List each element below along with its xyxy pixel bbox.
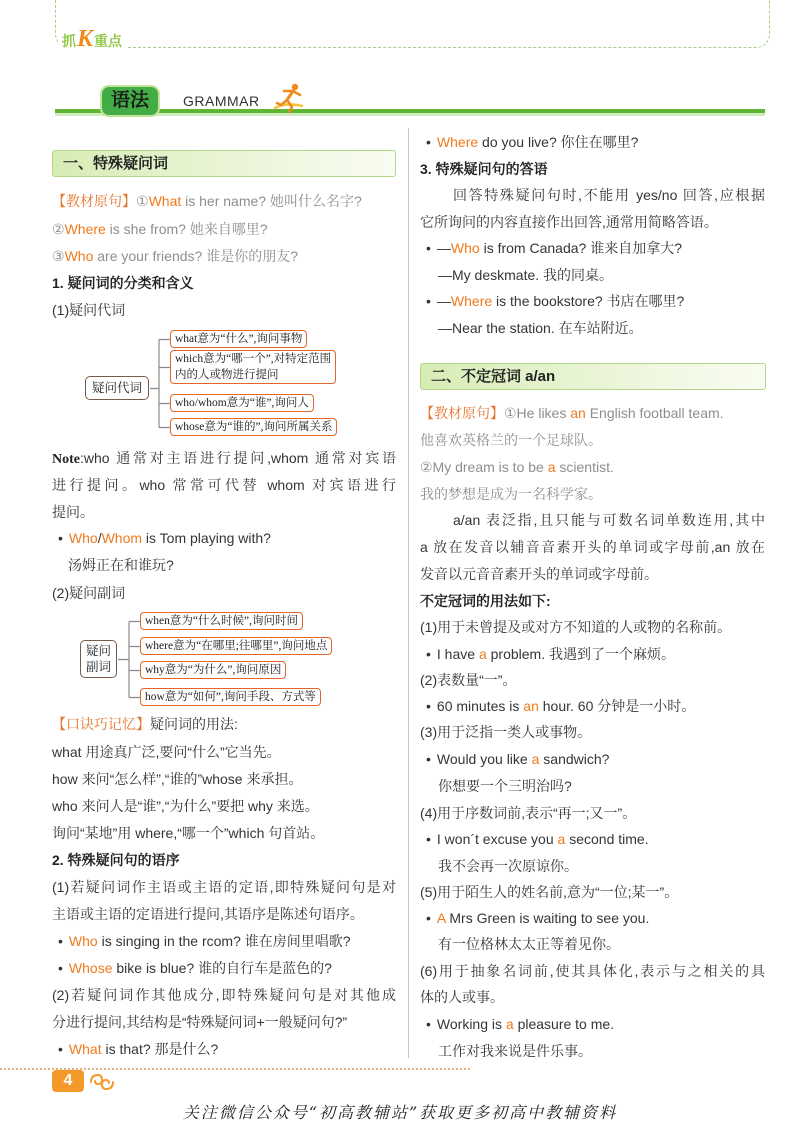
sentence-text: is her name? 她叫什么名字?: [181, 193, 362, 209]
article-source-2: [420, 457, 614, 477]
usage-2-rule: (2)表数量“一”。: [420, 672, 517, 688]
usage-6-example: [426, 1014, 614, 1034]
usage-5-translation: 有一位格林太太正等着见你。: [438, 936, 620, 952]
sentence-text: are your friends? 谁是你的朋友?: [93, 248, 298, 264]
sentence-text: Mrs Green is waiting to see you.: [445, 910, 650, 926]
explanation-line-2: a 放在发音以辅音音素开头的单词或字母前,an 放在: [420, 539, 765, 555]
sentence-text: hour. 60 分钟是一小时。: [538, 698, 696, 714]
keyword: A: [436, 910, 446, 926]
keyword: a: [478, 646, 487, 662]
sentence-text: problem. 我遇到了一个麻烦。: [486, 646, 675, 662]
adverb-branch-how: how意为“如何”,询问手段、方式等: [140, 688, 321, 706]
sentence-text: do you live? 你住在哪里?: [478, 134, 639, 150]
mnemonic-title: [52, 714, 238, 734]
keyword: a: [557, 831, 566, 847]
keyword: an: [570, 405, 586, 421]
sentence-text: is that? 那是什么?: [101, 1041, 219, 1057]
sentence-text: English football team.: [585, 405, 724, 421]
logo-letter-k: K: [77, 26, 94, 52]
note-line-3: 提问。: [52, 504, 94, 520]
sentence-text: sandwich?: [539, 751, 610, 767]
answer-rule-line-1: 回答特殊疑问句时,不能用 yes/no 回答,应根据: [453, 187, 765, 203]
sentence-number: ③: [52, 248, 65, 264]
grammar-title: 语法: [110, 90, 149, 111]
sentence-text: Would you like: [436, 751, 532, 767]
page-ornament-icon: [88, 1072, 116, 1092]
adverb-branch-when: when意为“什么时候”,询问时间: [140, 612, 303, 630]
keyword: Who: [64, 248, 94, 264]
keyword: Where: [450, 293, 493, 309]
usage-5-rule: (5)用于陌生人的姓名前,意为“一位;某一”。: [420, 884, 679, 900]
dash: —: [436, 293, 451, 309]
note-label: Note: [52, 452, 80, 467]
pronoun-branch-which: [170, 350, 336, 384]
usage-2-example: [426, 696, 695, 716]
grammar-title-box: [100, 85, 160, 117]
section-header-wh-words: 一、特殊疑问词: [52, 150, 396, 177]
example-who-whom: [58, 528, 271, 548]
sentence-text: second time.: [565, 831, 649, 847]
example-who-whom-translation: 汤姆正在和谁玩?: [68, 557, 174, 573]
subheading-adverbs: (2)疑问副词: [52, 585, 126, 601]
sentence-text: 60 minutes is: [436, 698, 524, 714]
mnemonic-line-1: what 用途真广泛,要问“什么”它当先。: [52, 744, 281, 760]
grammar-subtitle: GRAMMAR: [183, 93, 260, 109]
adverb-diagram-root: [80, 640, 117, 678]
example-what-is-that: [58, 1039, 218, 1059]
mnemonic-line-4: 询问“某地”用 where,“哪一个”which 句首站。: [52, 825, 325, 841]
branch-line: 内的人或物进行提问: [175, 369, 279, 381]
example-whose-bike: [58, 958, 332, 978]
sentence-text: scientist.: [555, 459, 614, 475]
note-line-1: [52, 448, 396, 470]
article-source-1: [420, 403, 724, 423]
usage-5-example: [426, 908, 649, 928]
pronoun-branch-whose: whose意为“谁的”,询问所属关系: [170, 418, 337, 436]
mnemonic-line-3: who 来问人是“谁”,“为什么”要把 why 来选。: [52, 798, 319, 814]
mnemonic-heading: 疑问词的用法:: [150, 716, 238, 732]
sentence-text: pleasure to me.: [513, 1016, 615, 1032]
example-who-singing: [58, 931, 351, 951]
adverb-diagram-connector: [118, 612, 140, 704]
adverb-branch-why: why意为“为什么”,询问原因: [140, 661, 286, 679]
usage-6-rule-line-2: 体的人或事。: [420, 989, 504, 1005]
heading-word-order: 2. 特殊疑问句的语序: [52, 852, 180, 868]
keyword: Where: [436, 134, 479, 150]
keyword: Whose: [68, 960, 113, 976]
sentence-text: is she from? 她来自哪里?: [105, 221, 268, 237]
sentence-text: I won´t excuse you: [436, 831, 558, 847]
note-line-2: 进行提问。who 常常可代替 whom 对宾语进行: [52, 477, 396, 493]
keyword: Whom: [101, 530, 143, 546]
usage-4-example: [426, 829, 649, 849]
source-label: 【教材原句】: [52, 193, 136, 209]
explanation-line-1: a/an 表泛指,且只能与可数名词单数连用,其中: [453, 512, 765, 528]
sentence-number: ②: [52, 221, 65, 237]
sentence-text: ①He likes: [504, 405, 571, 421]
keyword: an: [523, 698, 539, 714]
usage-6-translation: 工作对我来说是件乐事。: [438, 1043, 592, 1059]
sentence-number: ①: [136, 193, 149, 209]
usage-4-rule: (4)用于序数词前,表示“再一;又一”。: [420, 805, 637, 821]
rule-1-line-1: (1)若疑问词作主语或主语的定语,即特殊疑问句是对: [52, 879, 396, 895]
section-header-articles: 二、不定冠词 a/an: [420, 363, 766, 390]
usage-3-translation: 你想要一个三明治吗?: [438, 778, 572, 794]
heading-classification: 1. 疑问词的分类和含义: [52, 275, 194, 291]
pronoun-branch-who-whom: who/whom意为“谁”,询问人: [170, 394, 314, 412]
sentence-text: is Tom playing with?: [142, 530, 271, 546]
heading-answers: 3. 特殊疑问句的答语: [420, 161, 548, 177]
source-sentence-3: [52, 246, 298, 266]
logo: [58, 26, 126, 54]
branch-line: which意为“哪一个”,对特定范围: [175, 353, 332, 365]
article-source-1-translation: 他喜欢英格兰的一个足球队。: [420, 432, 602, 448]
grammar-header-rule: [55, 109, 765, 113]
usage-1-rule: (1)用于未曾提及或对方不知道的人或物的名称前。: [420, 619, 732, 635]
dialog-2-question: [426, 291, 684, 311]
mnemonic-label: 【口诀巧记忆】: [52, 716, 150, 732]
source-label: 【教材原句】: [420, 405, 504, 421]
article-source-2-translation: 我的梦想是成为一名科学家。: [420, 486, 602, 502]
root-line: 疑问: [86, 644, 112, 658]
keyword: Who: [68, 530, 98, 546]
usage-3-example: [426, 749, 609, 769]
sentence-text: is from Canada? 谁来自加拿大?: [479, 240, 682, 256]
keyword: Who: [68, 933, 98, 949]
root-line: 副词: [86, 660, 112, 674]
logo-chars-zhongdian: 重点: [94, 33, 123, 49]
separator: /: [97, 530, 102, 546]
usage-3-rule: (3)用于泛指一类人或事物。: [420, 724, 592, 740]
dash: —: [436, 240, 451, 256]
keyword: What: [148, 193, 182, 209]
sentence-text: I have: [436, 646, 479, 662]
usage-4-translation: 我不会再一次原谅你。: [438, 858, 578, 874]
subheading-pronouns: (1)疑问代词: [52, 302, 126, 318]
top-dashed-frame: [55, 0, 770, 48]
answer-rule-line-2: 它所询问的内容直接作出回答,通常用简略答语。: [420, 214, 718, 230]
keyword: Who: [450, 240, 480, 256]
pronoun-diagram-connector: [150, 330, 170, 440]
usage-6-rule-line-1: (6)用于抽象名词前,使其具体化,表示与之相关的具: [420, 963, 765, 979]
explanation-line-3: 发音以元音音素开头的单词或字母前。: [420, 566, 658, 582]
column-divider: [408, 128, 409, 1058]
dialog-1-question: [426, 238, 682, 258]
dialog-1-answer: —My deskmate. 我的同桌。: [438, 267, 614, 283]
source-sentence-2: [52, 219, 268, 239]
keyword: a: [505, 1016, 514, 1032]
note-text: :who 通常对主语进行提问,whom 通常对宾语: [80, 450, 396, 466]
rule-2-line-1: (2)若疑问词作其他成分,即特殊疑问句是对其他成: [52, 987, 396, 1003]
page-number: 4: [52, 1070, 84, 1092]
usage-title: 不定冠词的用法如下:: [420, 593, 551, 609]
sentence-text: bike is blue? 谁的自行车是蓝色的?: [112, 960, 332, 976]
sentence-text: is the bookstore? 书店在哪里?: [492, 293, 685, 309]
logo-char-zhua: 抓: [62, 33, 76, 49]
adverb-branch-where: where意为“在哪里;往哪里”,询问地点: [140, 637, 332, 655]
dialog-2-answer: —Near the station. 在车站附近。: [438, 320, 643, 336]
keyword: a: [531, 751, 540, 767]
rule-1-line-2: 主语或主语的定语进行提问,其语序是陈述句语序。: [52, 906, 364, 922]
mnemonic-line-2: how 来问“怎么样”,“谁的”whose 来承担。: [52, 771, 303, 787]
sentence-text: ②My dream is to be: [420, 459, 548, 475]
footer-notice: 关注微信公众号“初高教辅站”获取更多初高中教辅资料: [182, 1103, 618, 1122]
keyword: a: [547, 459, 556, 475]
pronoun-diagram-root: 疑问代词: [85, 376, 149, 400]
keyword: What: [68, 1041, 102, 1057]
source-sentence-1: [52, 191, 362, 211]
sentence-text: Working is: [436, 1016, 506, 1032]
pronoun-branch-what: what意为“什么”,询问事物: [170, 330, 307, 348]
keyword: Where: [64, 221, 106, 237]
athlete-icon: [272, 82, 304, 114]
usage-1-example: [426, 644, 675, 664]
rule-2-line-2: 分进行提问,其结构是“特殊疑问词+一般疑问句?”: [52, 1014, 348, 1030]
sentence-text: is singing in the rcom? 谁在房间里唱歌?: [97, 933, 351, 949]
example-where-live: [426, 132, 638, 152]
